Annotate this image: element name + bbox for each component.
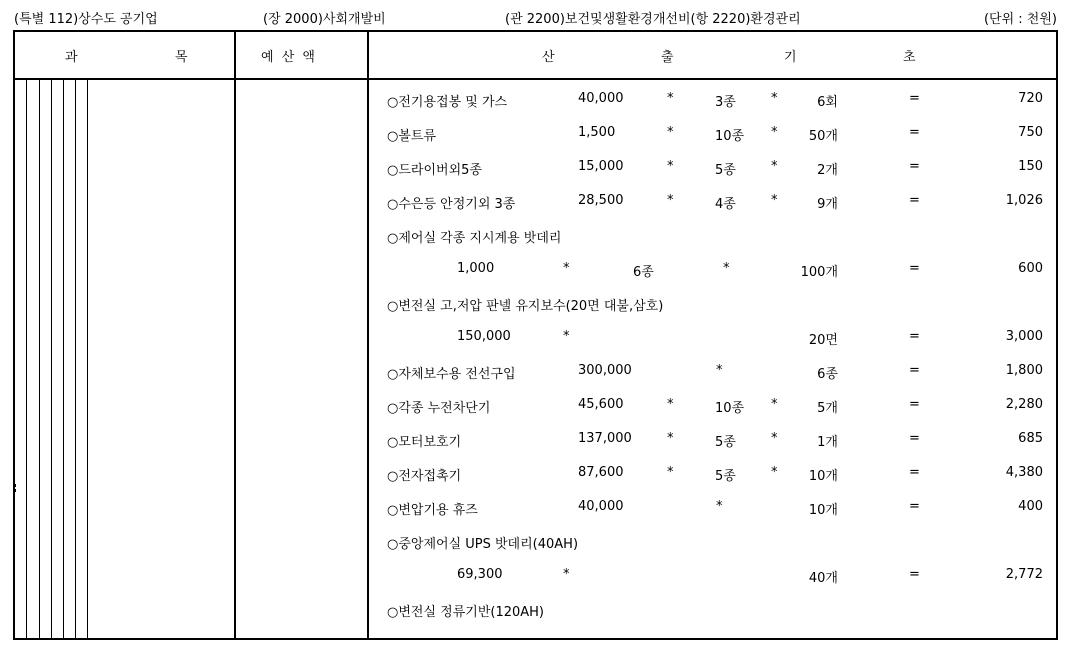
multiply-sign: *: [771, 431, 778, 446]
unit-price: 300,000: [578, 363, 632, 378]
equals-sign: =: [909, 499, 920, 514]
table-row: [15, 388, 1060, 422]
table-row: [15, 524, 1060, 558]
unit-price: 87,600: [578, 465, 624, 480]
item-name: ○변압기용 휴즈: [387, 503, 478, 518]
multiply-sign: *: [667, 159, 674, 174]
equals-sign: =: [909, 261, 920, 276]
unit-price: 40,000: [578, 91, 624, 106]
multiply-sign: *: [563, 329, 570, 344]
item-name: ○각종 누전차단기: [387, 401, 491, 416]
multiply-sign: *: [667, 465, 674, 480]
quantity: 40개: [808, 571, 838, 586]
multiply-sign: *: [771, 91, 778, 106]
unit-price: 40,000: [578, 499, 624, 514]
equals-sign: =: [909, 159, 920, 174]
item-name: ○변전실 고,저압 판넬 유지보수(20면 대불,삼호): [387, 299, 664, 314]
item-name: ○변전실 정류기반(120AH): [387, 605, 545, 620]
total-amount: 150: [1018, 159, 1043, 174]
equals-sign: =: [909, 431, 920, 446]
item-name: ○볼트류: [387, 129, 437, 144]
multiply-sign: *: [723, 261, 730, 276]
multiply-sign: *: [716, 363, 723, 378]
header-special-account: (특별 112)상수도 공기업: [14, 12, 158, 27]
table-row: [15, 592, 1060, 626]
unit-price: 150,000: [457, 329, 511, 344]
kind-count: 5종: [715, 163, 736, 178]
item-name: ○수은등 안정기외 3종: [387, 197, 516, 212]
multiply-sign: *: [771, 193, 778, 208]
kind-count: 5종: [715, 469, 736, 484]
multiply-sign: *: [667, 431, 674, 446]
multiply-sign: *: [771, 125, 778, 140]
quantity: 6회: [817, 95, 838, 110]
table-row: [15, 252, 1060, 286]
item-name: ○모터보호기: [387, 435, 462, 450]
total-amount: 3,000: [1005, 329, 1043, 344]
col-chul: 출: [661, 50, 674, 65]
kind-count: 5종: [715, 435, 736, 450]
table-row: [15, 116, 1060, 150]
equals-sign: =: [909, 567, 920, 582]
unit-price: 1,500: [578, 125, 616, 140]
unit-price: 15,000: [578, 159, 624, 174]
table-row: [15, 286, 1060, 320]
total-amount: 400: [1018, 499, 1043, 514]
equals-sign: =: [909, 91, 920, 106]
header-jang: (장 2000)사회개발비: [263, 12, 386, 27]
total-amount: 720: [1018, 91, 1043, 106]
quantity: 10개: [808, 503, 838, 518]
table-row: [15, 320, 1060, 354]
kind-count: 10종: [715, 129, 745, 144]
equals-sign: =: [909, 329, 920, 344]
unit-price: 28,500: [578, 193, 624, 208]
unit-price: 137,000: [578, 431, 632, 446]
equals-sign: =: [909, 465, 920, 480]
quantity: 2개: [817, 163, 838, 178]
kind-count: 4종: [715, 197, 736, 212]
col-budget: 예 산 액: [261, 50, 317, 65]
table-row: [15, 422, 1060, 456]
total-amount: 2,772: [1005, 567, 1043, 582]
multiply-sign: *: [771, 465, 778, 480]
multiply-sign: *: [771, 159, 778, 174]
item-name: ○제어실 각종 지시계용 밧데리: [387, 231, 562, 246]
item-name: ○자체보수용 전선구입: [387, 367, 516, 382]
quantity: 10개: [808, 469, 838, 484]
table-row: [15, 490, 1060, 524]
quantity: 100개: [800, 265, 838, 280]
kind-count: 10종: [715, 401, 745, 416]
total-amount: 750: [1018, 125, 1043, 140]
multiply-sign: *: [667, 125, 674, 140]
col-gi: 기: [784, 50, 797, 65]
col-san: 산: [542, 50, 555, 65]
col-gwa: 과: [65, 50, 78, 65]
multiply-sign: *: [563, 567, 570, 582]
total-amount: 685: [1018, 431, 1043, 446]
total-amount: 2,280: [1005, 397, 1043, 412]
equals-sign: =: [909, 125, 920, 140]
total-amount: 1,800: [1005, 363, 1043, 378]
table-row: [15, 354, 1060, 388]
equals-sign: =: [909, 397, 920, 412]
quantity: 50개: [808, 129, 838, 144]
total-amount: 600: [1018, 261, 1043, 276]
table-header-row: [15, 32, 1056, 80]
quantity: 1개: [817, 435, 838, 450]
quantity: 5개: [817, 401, 838, 416]
multiply-sign: *: [563, 261, 570, 276]
table-row: [15, 184, 1060, 218]
table-row: [15, 82, 1060, 116]
total-amount: 4,380: [1005, 465, 1043, 480]
table-row: [15, 558, 1060, 592]
item-name: ○전자접촉기: [387, 469, 462, 484]
header-gwan-hang: (관 2200)보건및생활환경개선비(항 2220)환경관리: [505, 12, 801, 27]
unit-price: 1,000: [457, 261, 495, 276]
multiply-sign: *: [667, 397, 674, 412]
equals-sign: =: [909, 363, 920, 378]
quantity: 20면: [808, 333, 838, 348]
item-name: ○드라이버외5종: [387, 163, 482, 178]
header-unit: (단위 : 천원): [983, 12, 1057, 27]
item-name: ○전기용접봉 및 가스: [387, 95, 508, 110]
quantity: 6종: [817, 367, 838, 382]
equals-sign: =: [909, 193, 920, 208]
table-row: [15, 150, 1060, 184]
multiply-sign: *: [771, 397, 778, 412]
total-amount: 1,026: [1005, 193, 1043, 208]
quantity: 9개: [817, 197, 838, 212]
col-mok: 목: [175, 50, 188, 65]
kind-count: 3종: [715, 95, 736, 110]
table-row: [15, 218, 1060, 252]
multiply-sign: *: [667, 91, 674, 106]
budget-table: [13, 30, 1058, 640]
unit-price: 45,600: [578, 397, 624, 412]
kind-count: 6종: [633, 265, 654, 280]
item-name: ○중앙제어실 UPS 밧데리(40AH): [387, 537, 579, 552]
multiply-sign: *: [667, 193, 674, 208]
unit-price: 69,300: [457, 567, 503, 582]
table-row: [15, 456, 1060, 490]
multiply-sign: *: [716, 499, 723, 514]
col-cho: 초: [903, 50, 916, 65]
